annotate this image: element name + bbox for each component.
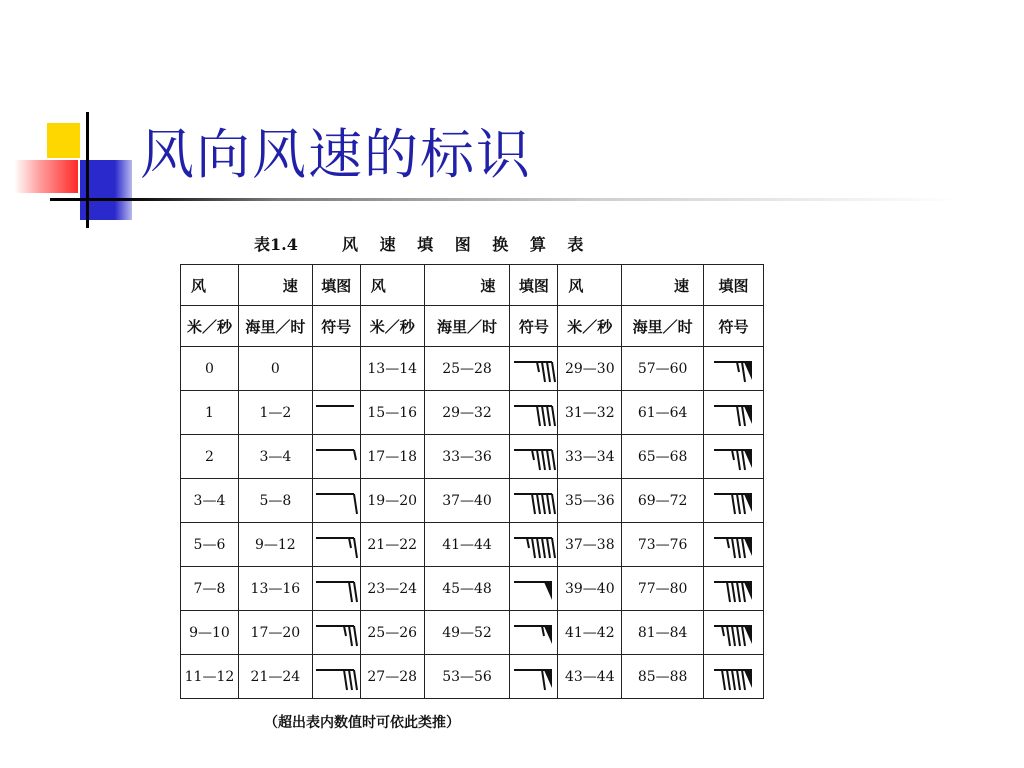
table-cell: 3—4 xyxy=(238,435,312,479)
wind-symbol-cell xyxy=(704,655,764,699)
header-cell: 米／秒 xyxy=(181,306,239,347)
wind-speed-table-figure xyxy=(172,228,772,740)
wind-barb-icon xyxy=(512,530,556,560)
table-cell: 41—44 xyxy=(424,523,510,567)
wind-symbol-cell xyxy=(312,479,360,523)
wind-barb-icon xyxy=(314,618,358,648)
table-cell: 43—44 xyxy=(558,655,622,699)
table-cell: 5—8 xyxy=(238,479,312,523)
wind-symbol-cell xyxy=(312,523,360,567)
title-underline xyxy=(50,198,960,201)
wind-barb-icon xyxy=(712,486,756,516)
wind-barb-icon xyxy=(512,354,556,384)
table-cell: 15—16 xyxy=(360,391,424,435)
table-cell: 57—60 xyxy=(622,347,704,391)
table-cell: 11—12 xyxy=(181,655,239,699)
table-cell: 21—22 xyxy=(360,523,424,567)
wind-barb-icon xyxy=(712,662,756,692)
table-cell: 33—34 xyxy=(558,435,622,479)
header-cell: 速 xyxy=(238,265,312,306)
wind-symbol-cell xyxy=(510,523,558,567)
wind-barb-icon xyxy=(314,398,358,428)
table-cell: 9—12 xyxy=(238,523,312,567)
table-cell: 0 xyxy=(181,347,239,391)
header-row-1 xyxy=(181,265,764,306)
table-cell: 21—24 xyxy=(238,655,312,699)
wind-barb-icon xyxy=(712,618,756,648)
table-caption: 表1.4 xyxy=(254,235,298,254)
table-cell: 29—32 xyxy=(424,391,510,435)
table-cell: 25—26 xyxy=(360,611,424,655)
wind-barb-icon xyxy=(712,530,756,560)
table-cell: 53—56 xyxy=(424,655,510,699)
table-cell: 37—40 xyxy=(424,479,510,523)
table-cell: 77—80 xyxy=(622,567,704,611)
wind-symbol-cell xyxy=(312,391,360,435)
wind-barb-icon xyxy=(712,574,756,604)
wind-symbol-cell xyxy=(704,479,764,523)
decor-yellow-square xyxy=(47,123,80,158)
header-cell: 符号 xyxy=(704,306,764,347)
header-cell: 海里／时 xyxy=(622,306,704,347)
table-cell: 7—8 xyxy=(181,567,239,611)
header-cell: 符号 xyxy=(312,306,360,347)
wind-symbol-cell xyxy=(704,435,764,479)
wind-barb-icon xyxy=(512,618,556,648)
table-cell: 3—4 xyxy=(181,479,239,523)
table-row xyxy=(181,479,764,523)
wind-symbol-cell xyxy=(704,391,764,435)
wind-barb-icon xyxy=(314,574,358,604)
table-row xyxy=(181,611,764,655)
wind-symbol-cell xyxy=(510,655,558,699)
header-cell: 米／秒 xyxy=(558,306,622,347)
wind-barb-icon xyxy=(512,486,556,516)
table-cell: 37—38 xyxy=(558,523,622,567)
table-cell: 27—28 xyxy=(360,655,424,699)
wind-symbol-cell xyxy=(704,347,764,391)
header-cell: 填图 xyxy=(312,265,360,306)
wind-symbol-cell xyxy=(312,655,360,699)
wind-barb-icon xyxy=(314,354,358,384)
wind-barb-icon xyxy=(712,354,756,384)
wind-barb-icon xyxy=(712,398,756,428)
header-cell: 海里／时 xyxy=(238,306,312,347)
table-cell: 23—24 xyxy=(360,567,424,611)
wind-barb-icon xyxy=(314,486,358,516)
table-cell: 17—20 xyxy=(238,611,312,655)
decor-red-square xyxy=(14,160,78,193)
header-cell: 速 xyxy=(424,265,510,306)
wind-symbol-cell xyxy=(704,611,764,655)
header-cell: 填图 xyxy=(704,265,764,306)
wind-symbol-cell xyxy=(312,611,360,655)
wind-symbol-cell xyxy=(510,347,558,391)
table-cell: 13—16 xyxy=(238,567,312,611)
header-cell: 风 xyxy=(360,265,424,306)
wind-barb-icon xyxy=(314,662,358,692)
header-cell: 海里／时 xyxy=(424,306,510,347)
table-cell: 49—52 xyxy=(424,611,510,655)
table-row xyxy=(181,347,764,391)
table-heading: 风 速 填 图 换 算 表 xyxy=(342,235,592,254)
table-cell: 69—72 xyxy=(622,479,704,523)
table-cell: 19—20 xyxy=(360,479,424,523)
table-cell: 45—48 xyxy=(424,567,510,611)
slide-title: 风向风速的标识 xyxy=(140,123,532,186)
wind-symbol-cell xyxy=(312,435,360,479)
decor-vertical-line xyxy=(86,112,89,228)
wind-symbol-cell xyxy=(312,567,360,611)
wind-barb-icon xyxy=(314,442,358,472)
table-cell: 65—68 xyxy=(622,435,704,479)
table-row xyxy=(181,567,764,611)
table-cell: 85—88 xyxy=(622,655,704,699)
table-row xyxy=(181,391,764,435)
wind-symbol-cell xyxy=(510,479,558,523)
table-cell: 41—42 xyxy=(558,611,622,655)
header-cell: 速 xyxy=(622,265,704,306)
wind-barb-icon xyxy=(512,574,556,604)
table-row xyxy=(181,435,764,479)
header-cell: 风 xyxy=(181,265,239,306)
table-cell: 1 xyxy=(181,391,239,435)
table-cell: 29—30 xyxy=(558,347,622,391)
wind-symbol-cell xyxy=(704,567,764,611)
table-cell: 35—36 xyxy=(558,479,622,523)
table-cell: 17—18 xyxy=(360,435,424,479)
table-cell: 33—36 xyxy=(424,435,510,479)
header-cell: 米／秒 xyxy=(360,306,424,347)
wind-symbol-cell xyxy=(312,347,360,391)
table-footnote: （超出表内数值时可依此类推） xyxy=(264,715,460,731)
wind-symbol-cell xyxy=(704,523,764,567)
table-cell: 31—32 xyxy=(558,391,622,435)
wind-symbol-cell xyxy=(510,435,558,479)
wind-symbol-cell xyxy=(510,391,558,435)
wind-barb-icon xyxy=(512,442,556,472)
table-cell: 2 xyxy=(181,435,239,479)
table-cell: 25—28 xyxy=(424,347,510,391)
header-row-2 xyxy=(181,306,764,347)
header-cell: 风 xyxy=(558,265,622,306)
table-cell: 0 xyxy=(238,347,312,391)
table-cell: 1—2 xyxy=(238,391,312,435)
wind-symbol-cell xyxy=(510,611,558,655)
wind-barb-icon xyxy=(512,398,556,428)
table-cell: 9—10 xyxy=(181,611,239,655)
wind-symbol-cell xyxy=(510,567,558,611)
wind-barb-icon xyxy=(512,662,556,692)
wind-barb-icon xyxy=(712,442,756,472)
header-cell: 填图 xyxy=(510,265,558,306)
table-row xyxy=(181,523,764,567)
table-cell: 39—40 xyxy=(558,567,622,611)
table-cell: 13—14 xyxy=(360,347,424,391)
header-cell: 符号 xyxy=(510,306,558,347)
table-cell: 5—6 xyxy=(181,523,239,567)
table-row xyxy=(181,655,764,699)
table-cell: 81—84 xyxy=(622,611,704,655)
wind-speed-table xyxy=(180,264,764,699)
wind-barb-icon xyxy=(314,530,358,560)
table-cell: 73—76 xyxy=(622,523,704,567)
table-cell: 61—64 xyxy=(622,391,704,435)
